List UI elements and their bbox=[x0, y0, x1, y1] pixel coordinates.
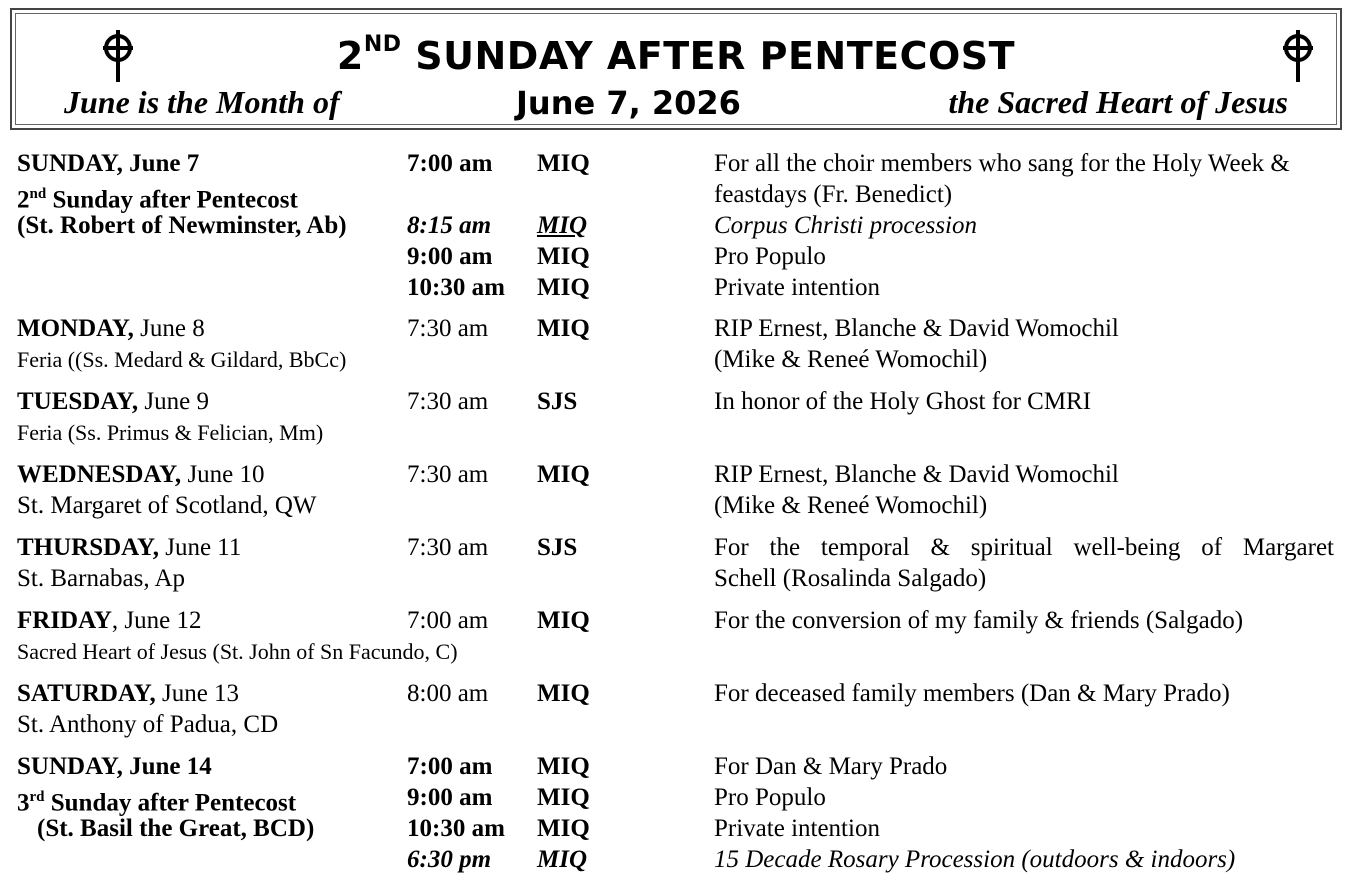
mass-intention: Private intention bbox=[714, 815, 880, 842]
mass-time: 6:30 pm bbox=[407, 846, 492, 873]
mass-location: MIQ bbox=[537, 243, 590, 270]
mass-time: 10:30 am bbox=[407, 274, 505, 301]
mass-time: 7:30 am bbox=[407, 461, 489, 488]
mass-intention: RIP Ernest, Blanche & David Womochil bbox=[714, 461, 1119, 488]
bulletin-header bbox=[10, 8, 1342, 130]
mass-intention: Pro Populo bbox=[714, 784, 826, 811]
day-label: WEDNESDAY, June 10 bbox=[17, 461, 265, 488]
mass-location: MIQ bbox=[537, 784, 590, 811]
schedule-entry-friday bbox=[17, 605, 1335, 667]
feast-label: St. Anthony of Padua, CD bbox=[17, 711, 279, 738]
schedule-entry-saturday bbox=[17, 678, 1335, 740]
feast-label: St. Barnabas, Ap bbox=[17, 565, 186, 592]
feast-label: Feria ((Ss. Medard & Gildard, BbCc) bbox=[17, 347, 347, 372]
mass-time: 7:00 am bbox=[407, 607, 489, 634]
schedule-entry-sunday-june-7 bbox=[17, 148, 1335, 303]
mass-intention: For the conversion of my family & friends (Salgado) bbox=[714, 607, 1244, 634]
feast-label: 3rd Sunday after Pentecost bbox=[17, 789, 297, 817]
schedule-entry-tuesday bbox=[17, 386, 1335, 448]
mass-intention: RIP Ernest, Blanche & David Womochil bbox=[714, 315, 1119, 342]
day-label: FRIDAY, June 12 bbox=[17, 607, 202, 634]
mass-intention: Private intention bbox=[714, 274, 880, 301]
mass-intention: feastdays (Fr. Benedict) bbox=[714, 181, 953, 208]
day-label: MONDAY, June 8 bbox=[17, 315, 205, 342]
mass-time: 7:00 am bbox=[407, 150, 493, 177]
day-label: SUNDAY, June 7 bbox=[17, 150, 200, 177]
bulletin-date: June 7, 2026 bbox=[516, 84, 741, 122]
celtic-cross-icon bbox=[1280, 28, 1316, 84]
mass-location: SJS bbox=[537, 534, 578, 561]
mass-intention: 15 Decade Rosary Procession (outdoors & indoors) bbox=[714, 846, 1236, 873]
mass-time: 9:00 am bbox=[407, 784, 493, 811]
mass-time: 7:00 am bbox=[407, 753, 493, 780]
mass-time: 7:30 am bbox=[407, 388, 489, 415]
schedule-entry-sunday-june-14 bbox=[17, 751, 1335, 875]
mass-location: MIQ bbox=[537, 212, 588, 239]
mass-intention-donor: Schell (Rosalinda Salgado) bbox=[714, 565, 987, 592]
mass-intention-donor: (Mike & Reneé Womochil) bbox=[714, 492, 988, 519]
mass-intention: For the temporal & spiritual well-being of Margaret bbox=[714, 534, 1334, 561]
day-label: SUNDAY, June 14 bbox=[17, 753, 212, 780]
mass-location: MIQ bbox=[537, 274, 590, 301]
mass-location: MIQ bbox=[537, 680, 590, 707]
feast-saint: (St. Basil the Great, BCD) bbox=[37, 815, 315, 842]
mass-time: 8:00 am bbox=[407, 680, 489, 707]
mass-location: MIQ bbox=[537, 315, 590, 342]
mass-location: MIQ bbox=[537, 753, 590, 780]
feast-label: Feria (Ss. Primus & Felician, Mm) bbox=[17, 420, 324, 445]
mass-intention: Corpus Christi procession bbox=[714, 212, 978, 239]
mass-location: MIQ bbox=[537, 846, 588, 873]
mass-intention: Pro Populo bbox=[714, 243, 826, 270]
mass-time: 7:30 am bbox=[407, 534, 489, 561]
feast-saint: (St. Robert of Newminster, Ab) bbox=[17, 212, 347, 239]
mass-time: 8:15 am bbox=[407, 212, 492, 239]
mass-location: MIQ bbox=[537, 461, 590, 488]
day-label: SATURDAY, June 13 bbox=[17, 680, 240, 707]
subtitle-left: June is the Month of bbox=[64, 84, 340, 120]
mass-schedule bbox=[17, 148, 1335, 875]
schedule-entry-wednesday bbox=[17, 459, 1335, 521]
mass-time: 10:30 am bbox=[407, 815, 505, 842]
schedule-entry-monday bbox=[17, 313, 1335, 375]
mass-location: MIQ bbox=[537, 815, 590, 842]
mass-location: SJS bbox=[537, 388, 578, 415]
feast-label: Sacred Heart of Jesus (St. John of Sn Facundo, C) bbox=[17, 639, 458, 664]
header-inner-border bbox=[15, 13, 1337, 125]
schedule-entry-thursday bbox=[17, 532, 1335, 594]
mass-intention-donor: (Mike & Reneé Womochil) bbox=[714, 346, 988, 373]
mass-intention: For all the choir members who sang for the Holy Week & bbox=[714, 150, 1290, 177]
mass-location: MIQ bbox=[537, 607, 590, 634]
mass-intention: For Dan & Mary Prado bbox=[714, 753, 948, 780]
mass-time: 9:00 am bbox=[407, 243, 493, 270]
mass-intention: In honor of the Holy Ghost for CMRI bbox=[714, 388, 1092, 415]
mass-intention: For deceased family members (Dan & Mary Prado) bbox=[714, 680, 1230, 707]
day-label: TUESDAY, June 9 bbox=[17, 388, 209, 415]
feast-label: 2nd Sunday after Pentecost bbox=[17, 186, 298, 214]
feast-label: St. Margaret of Scotland, QW bbox=[17, 492, 317, 519]
subtitle-right: the Sacred Heart of Jesus bbox=[948, 84, 1288, 120]
mass-location: MIQ bbox=[537, 150, 590, 177]
day-label: THURSDAY, June 11 bbox=[17, 534, 242, 561]
page-title: 2ND SUNDAY AFTER PENTECOST bbox=[336, 32, 1016, 78]
mass-time: 7:30 am bbox=[407, 315, 489, 342]
